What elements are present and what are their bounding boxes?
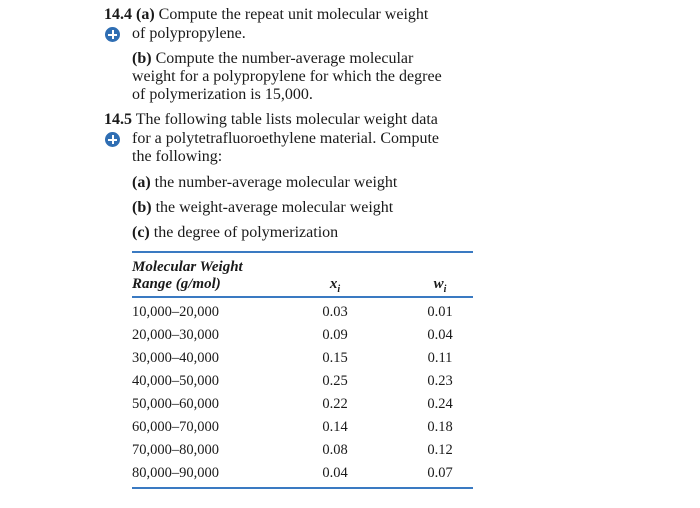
problem-text: weight for a polypropylene for which the degree: [132, 68, 442, 85]
w-cell: 0.11: [427, 350, 453, 366]
x-cell: 0.15: [322, 350, 348, 366]
x-cell: 0.04: [322, 465, 348, 481]
problem-text: the following:: [132, 148, 223, 165]
problem-14-4-line-1: [104, 6, 428, 24]
header-line: Molecular Weight: [132, 259, 243, 275]
table-row: [132, 372, 473, 395]
item-text: the weight-average molecular weight: [155, 199, 394, 216]
problem-number: 14.5: [104, 111, 132, 128]
x-cell: 0.25: [322, 373, 348, 389]
part-label: (b): [132, 50, 152, 67]
table-rule-top: [132, 251, 473, 253]
part-label: (c): [132, 224, 150, 241]
list-item: [132, 224, 338, 242]
range-cell: 10,000–20,000: [132, 304, 219, 320]
table-row: [132, 326, 473, 349]
part-label: (a): [132, 174, 151, 191]
w-cell: 0.12: [427, 442, 453, 458]
part-label: (a): [136, 6, 155, 23]
header-symbol: w: [433, 276, 444, 292]
column-header-range: [132, 259, 243, 293]
problem-text: Compute the number-average molecular: [155, 50, 414, 67]
range-cell: 80,000–90,000: [132, 465, 219, 481]
problem-number: 14.4: [104, 6, 132, 23]
x-cell: 0.14: [322, 419, 348, 435]
item-text: the number-average molecular weight: [154, 174, 398, 191]
w-cell: 0.04: [427, 327, 453, 343]
problem-text: The following table lists molecular weight data: [135, 111, 438, 128]
x-cell: 0.03: [322, 304, 348, 320]
w-cell: 0.07: [427, 465, 453, 481]
range-cell: 40,000–50,000: [132, 373, 219, 389]
table-row: [132, 441, 473, 464]
plus-circle-icon[interactable]: [105, 27, 120, 42]
problem-text: Compute the repeat unit molecular weight: [158, 6, 429, 23]
list-item: [132, 199, 393, 217]
range-cell: 30,000–40,000: [132, 350, 219, 366]
range-cell: 50,000–60,000: [132, 396, 219, 412]
x-cell: 0.09: [322, 327, 348, 343]
problem-text: of polypropylene.: [132, 25, 246, 42]
table-row: [132, 464, 473, 487]
range-cell: 70,000–80,000: [132, 442, 219, 458]
list-item: [132, 174, 397, 192]
table-row: [132, 418, 473, 441]
table-row: [132, 349, 473, 372]
problem-text: for a polytetrafluoroethylene material. Compute: [132, 130, 439, 147]
x-cell: 0.08: [322, 442, 348, 458]
range-cell: 20,000–30,000: [132, 327, 219, 343]
problem-text: of polymerization is 15,000.: [132, 86, 313, 103]
x-cell: 0.22: [322, 396, 348, 412]
w-cell: 0.24: [427, 396, 453, 412]
header-symbol: x: [329, 276, 338, 292]
column-header-w: [420, 276, 460, 298]
header-line: Range (g/mol): [132, 276, 221, 292]
table-rule-bottom: [132, 487, 473, 489]
item-text: the degree of polymerization: [153, 224, 339, 241]
table-rule-header: [132, 296, 473, 298]
header-subscript: i: [337, 284, 341, 295]
column-header-x: [315, 276, 355, 298]
plus-circle-icon[interactable]: [105, 132, 120, 147]
problem-14-5-line-1: [104, 111, 438, 129]
problem-14-4-b-line-1: [132, 50, 413, 68]
w-cell: 0.18: [427, 419, 453, 435]
w-cell: 0.23: [427, 373, 453, 389]
header-subscript: i: [443, 284, 447, 295]
table-row: [132, 395, 473, 418]
table-row: [132, 303, 473, 326]
w-cell: 0.01: [427, 304, 453, 320]
range-cell: 60,000–70,000: [132, 419, 219, 435]
part-label: (b): [132, 199, 152, 216]
